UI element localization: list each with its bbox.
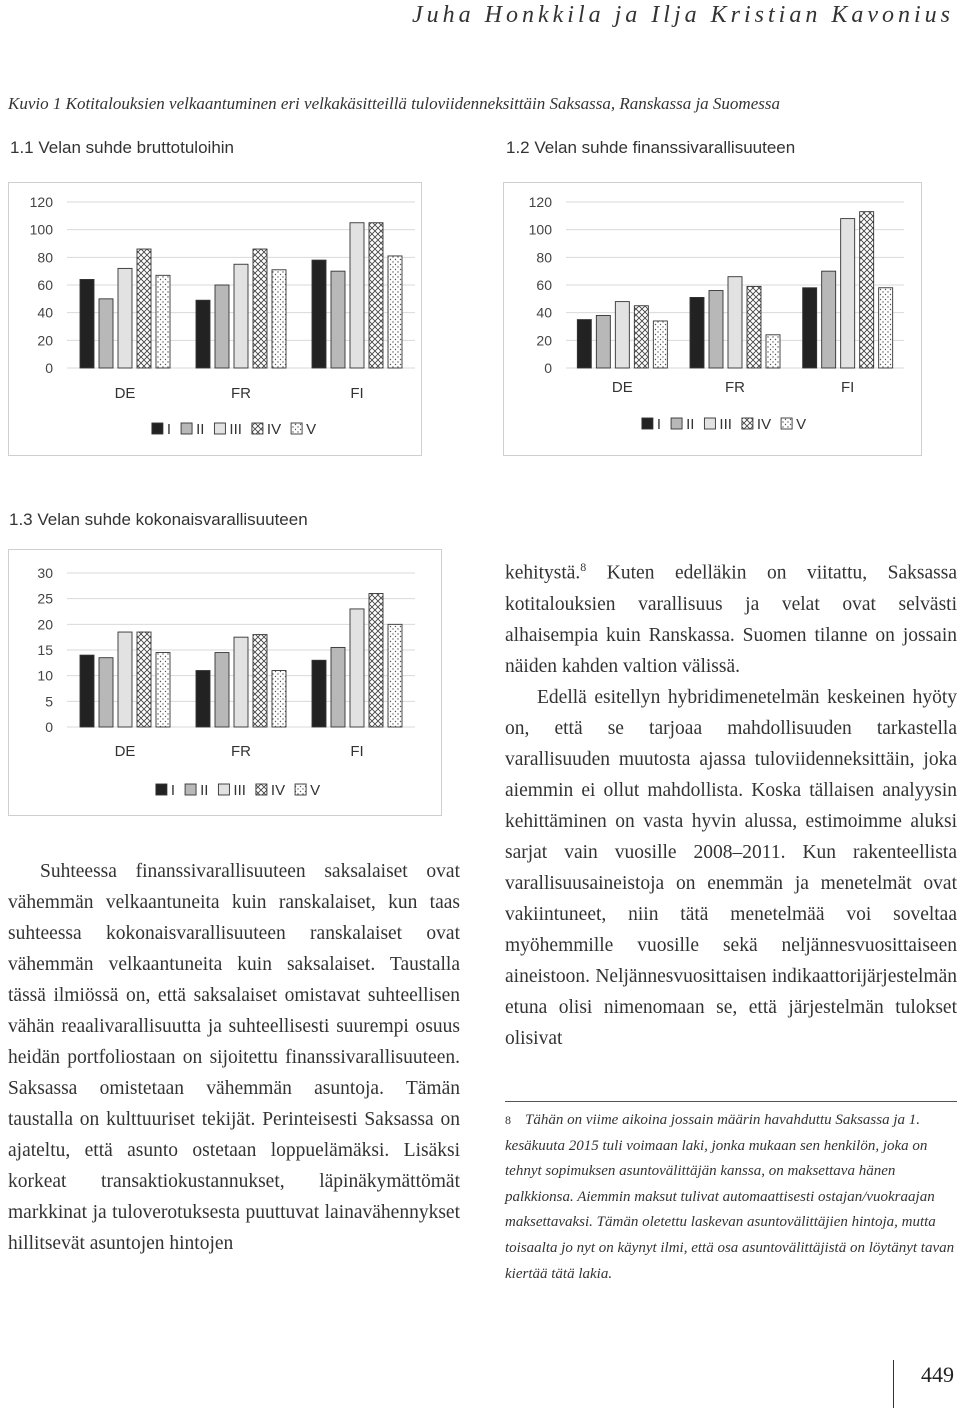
y-tick-label: 120 <box>29 194 53 210</box>
bar-de-iii <box>615 302 629 368</box>
y-tick-label: 10 <box>37 667 53 684</box>
bar-fi-iii <box>841 219 855 368</box>
left-column <box>8 856 460 1259</box>
bar-fi-iv <box>860 212 874 368</box>
x-category-label: FI <box>840 379 855 396</box>
bar-de-iv <box>137 632 151 727</box>
legend-swatch <box>156 784 167 795</box>
y-tick-label: 120 <box>528 194 552 210</box>
bar-de-iii <box>118 268 132 368</box>
legend-swatch <box>214 423 225 434</box>
bar-fr-iii <box>234 264 248 368</box>
footnote-mark: 8 <box>505 1113 511 1127</box>
paragraph-rest: Kuten edelläkin on viitattu, Saksassa kotitalouksien varallisuus ja velat ovat selvästi alhaisempia kuin Ranskassa. Suomen tilanne on jossain näiden kahden valtion välissä. <box>505 562 957 677</box>
legend-label: I <box>166 421 172 438</box>
bar-fr-ii <box>709 291 723 368</box>
legend-swatch <box>642 418 653 429</box>
bar-de-i <box>80 279 94 368</box>
y-tick-label: 0 <box>45 719 53 735</box>
legend-swatch <box>152 423 163 434</box>
legend-label: I <box>656 416 662 433</box>
running-header: Juha Honkkila ja Ilja Kristian Kavonius <box>412 2 954 28</box>
y-tick-label: 80 <box>536 249 552 266</box>
legend-swatch <box>295 784 306 795</box>
y-tick-label: 20 <box>37 332 53 349</box>
y-tick-label: 80 <box>37 249 53 266</box>
x-category-label: DE <box>114 385 136 402</box>
bar-fi-i <box>312 660 326 727</box>
legend-swatch <box>185 784 196 795</box>
bar-fi-v <box>388 256 402 368</box>
y-tick-label: 0 <box>45 360 53 376</box>
x-category-label: FI <box>350 743 364 760</box>
bar-de-iii <box>118 632 132 727</box>
chart-svg <box>9 550 441 815</box>
y-tick-label: 60 <box>37 277 53 293</box>
right-column <box>505 552 957 1054</box>
bar-de-iv <box>137 249 151 368</box>
y-tick-label: 30 <box>37 565 53 581</box>
bar-fi-ii <box>822 271 836 368</box>
bar-fi-iii <box>350 223 364 368</box>
y-tick-label: 15 <box>37 642 53 658</box>
page-number-divider <box>893 1360 894 1408</box>
bar-fi-ii <box>331 271 345 368</box>
bar-fr-ii <box>215 653 229 727</box>
bar-fi-v <box>879 288 893 368</box>
legend-label: II <box>686 416 695 433</box>
bar-de-ii <box>99 658 113 727</box>
legend-swatch <box>781 418 792 429</box>
legend-label: I <box>170 782 176 799</box>
paragraph-start: kehitystä. <box>505 562 581 584</box>
bar-fr-v <box>272 270 286 368</box>
legend-label: III <box>233 782 246 799</box>
legend-swatch <box>256 784 267 795</box>
figure-caption: Kuvio 1 Kotitalouksien velkaantuminen eri velkakäsitteillä tuloviidenneksittäin Saksassa, Ranskassa ja Suomessa <box>8 94 780 113</box>
y-tick-label: 0 <box>544 360 552 376</box>
bar-de-iv <box>634 306 648 368</box>
bar-fr-ii <box>215 285 229 368</box>
chart-svg <box>504 183 921 455</box>
bar-de-ii <box>596 315 610 368</box>
y-tick-label: 100 <box>528 221 552 238</box>
x-category-label: FR <box>231 385 251 402</box>
bar-de-i <box>80 655 94 727</box>
footnote-reference: 8 <box>580 560 587 574</box>
x-category-label: DE <box>114 743 136 760</box>
y-tick-label: 100 <box>29 221 53 238</box>
legend-label: IV <box>756 416 772 433</box>
bar-fr-iii <box>728 277 742 368</box>
chart-debt-to-total-assets <box>8 549 442 816</box>
x-category-label: FI <box>350 385 364 402</box>
bar-de-v <box>156 275 170 368</box>
bar-fi-i <box>312 260 326 368</box>
legend-label: IV <box>270 782 286 799</box>
legend-label: III <box>719 416 732 433</box>
bar-fi-iv <box>369 223 383 368</box>
bar-de-i <box>577 320 591 368</box>
chart-svg <box>9 183 421 455</box>
body-paragraph-1 <box>505 552 957 682</box>
bar-fi-i <box>803 288 817 368</box>
y-tick-label: 40 <box>536 304 552 321</box>
legend-swatch <box>742 418 753 429</box>
y-tick-label: 20 <box>37 616 53 633</box>
x-category-label: FR <box>231 743 251 760</box>
bar-fr-i <box>196 300 210 368</box>
bar-fr-i <box>196 671 210 727</box>
legend-label: III <box>229 421 242 438</box>
legend-swatch <box>671 418 682 429</box>
y-tick-label: 60 <box>536 277 552 293</box>
x-category-label: DE <box>611 379 633 396</box>
x-category-label: FR <box>725 379 745 396</box>
bar-fr-v <box>766 335 780 368</box>
chart-debt-to-financial-assets <box>503 182 922 456</box>
legend-label: V <box>306 421 317 438</box>
bar-fr-iv <box>253 249 267 368</box>
legend-swatch <box>704 418 715 429</box>
body-paragraph-2: Edellä esitellyn hybridimenetelmän keskeinen hyöty on, että se tarjoaa mahdollisuuden tarkastella varallisuuden muutosta ajassa tuloviidenneksittäin, joka aiemmin ei ollut mahdollista. Koska tällaisen analyysin kehittäminen on vasta hyvin alussa, estimoimme aluksi sarjat vain vuosille 2008–2011. Kun rakenteellista varallisuusaineistoja on enemmän ja menetelmät ovat vakiintuneet, niin tätä menetelmää voi soveltaa myöhemmille vuosille sekä neljännesvuosittaiseen aineistoon. Neljännesvuosittaisen indikaattorijärjestelmän etuna olisi nimenomaan se, että järjestelmän tulokset olisivat <box>505 686 957 1049</box>
body-paragraph: Suhteessa finanssivarallisuuteen saksalaiset ovat vähemmän velkaantuneita kuin ranskalaiset, kun taas suhteessa kokonaisvarallisuuteen ranskalaiset ovat vähemmän velkaantuneita kuin saksalaiset. Taustalla tässä ilmiössä on, että saksalaiset omistavat suhteellisen vähän reaalivarallisuutta ja suhteellisesti suurempi osuus heidän portfoliostaan on sijoitettu finanssivarallisuuteen. Saksassa omistetaan vähemmän asuntoja. Tämän taustalla on kulttuuriset tekijät. Perinteisesti Saksassa on ajateltu, että asunto ostetaan loppuelämäksi. Lisäksi korkeat transaktiokustannukset, läpinäkymättömät markkinat ja tuloverotuksesta puuttuvat lainavähennykset hillitsevät asuntojen hintojen <box>8 861 460 1254</box>
bar-fr-iv <box>253 635 267 727</box>
y-tick-label: 25 <box>37 590 53 607</box>
footnote-text: Tähän on viime aikoina jossain määrin havahduttu Saksassa ja 1. kesäkuuta 2015 tuli voimaan laki, jonka mukaan sen henkilön, joka on tehnyt sopimuksen asuntovälittäjän kanssa, on maksettava hänen palkkionsa. Aiemmin maksut tulivat automaattisesti ostajan/vuokraajan maksettavaksi. Tämän oletettu laskevan asuntovälittäjien hintoja, mutta toisaalta jo nyt on käynyt ilmi, että osa asuntovälittäjistä on löytänyt tavan kiertää tätä lakia. <box>505 1112 955 1282</box>
bar-de-v <box>653 321 667 368</box>
bar-fr-i <box>690 297 704 368</box>
legend-label: II <box>196 421 205 438</box>
legend-label: V <box>310 782 321 799</box>
legend-label: IV <box>266 421 282 438</box>
legend-swatch <box>181 423 192 434</box>
bar-fr-iii <box>234 637 248 727</box>
chart-title-1: 1.1 Velan suhde bruttotuloihin <box>10 138 235 157</box>
bar-fr-v <box>272 671 286 727</box>
bar-fi-iii <box>350 609 364 727</box>
legend-swatch <box>291 423 302 434</box>
legend-swatch <box>218 784 229 795</box>
legend-swatch <box>252 423 263 434</box>
y-tick-label: 40 <box>37 304 53 321</box>
footnote-divider <box>505 1101 957 1102</box>
bar-fr-iv <box>747 286 761 368</box>
chart-title-2: 1.2 Velan suhde finanssivarallisuuteen <box>506 138 796 157</box>
bar-de-v <box>156 653 170 727</box>
bar-fi-ii <box>331 647 345 727</box>
bar-fi-v <box>388 624 402 727</box>
chart-debt-to-gross-income <box>8 182 422 456</box>
y-tick-label: 20 <box>536 332 552 349</box>
chart-title-3: 1.3 Velan suhde kokonaisvarallisuuteen <box>9 510 308 529</box>
y-tick-label: 5 <box>45 693 53 710</box>
page-number: 449 <box>921 1362 954 1387</box>
bar-fi-iv <box>369 594 383 727</box>
legend-label: V <box>796 416 807 433</box>
footnote <box>505 1108 957 1287</box>
bar-de-ii <box>99 299 113 368</box>
legend-label: II <box>200 782 209 799</box>
